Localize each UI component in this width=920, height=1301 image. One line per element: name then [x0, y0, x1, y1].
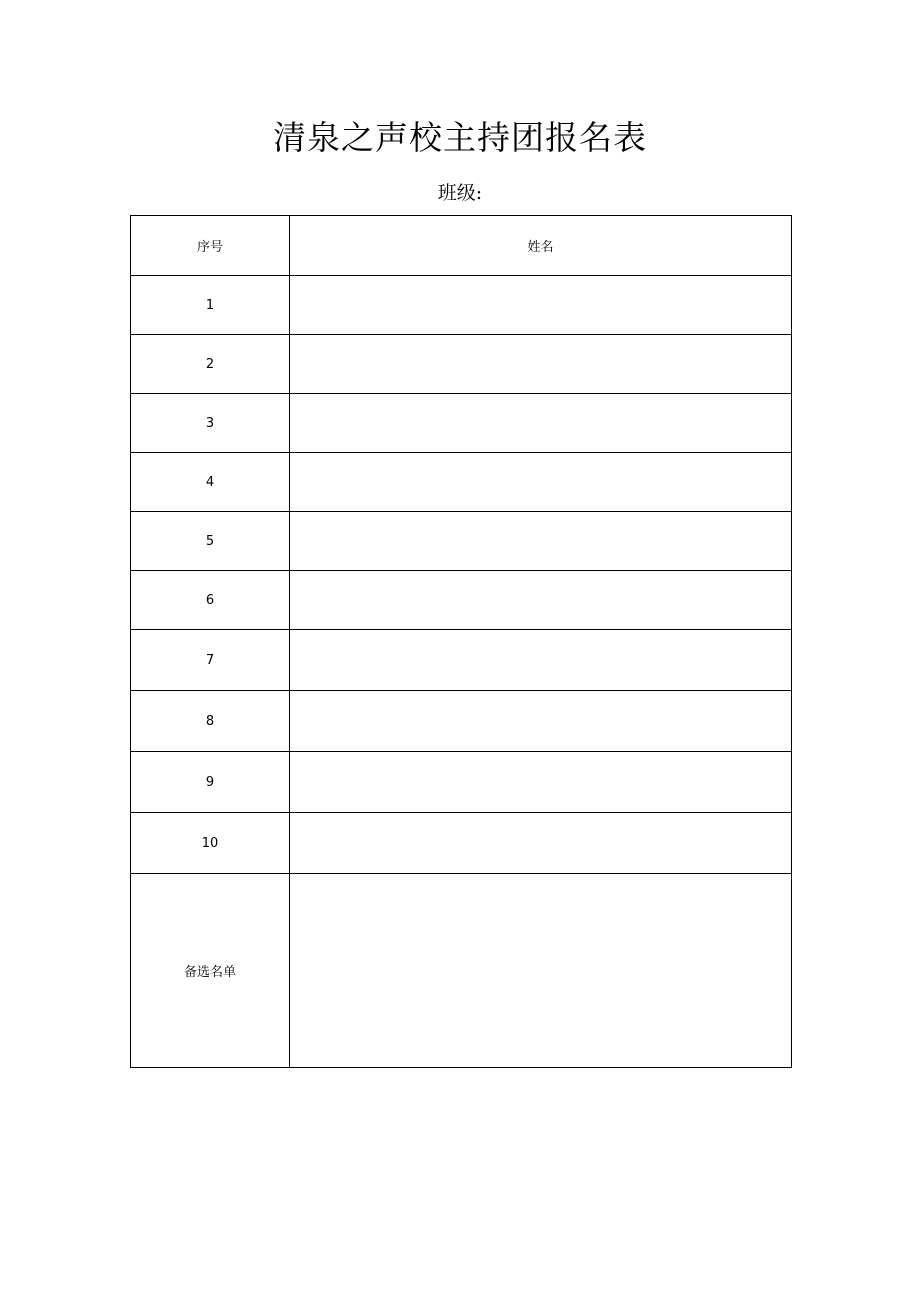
row-index: 1	[131, 276, 290, 335]
row-index: 8	[131, 691, 290, 752]
table-row	[131, 453, 792, 512]
header-index: 序号	[131, 216, 290, 276]
row-name-cell[interactable]	[290, 813, 792, 874]
table-row	[131, 571, 792, 630]
row-name-cell[interactable]	[290, 752, 792, 813]
page-title: 清泉之声校主持团报名表	[273, 118, 647, 157]
row-name-cell[interactable]	[290, 453, 792, 512]
row-index: 5	[131, 512, 290, 571]
table-row	[131, 394, 792, 453]
row-name-cell[interactable]	[290, 394, 792, 453]
table-row	[131, 752, 792, 813]
row-name-cell[interactable]	[290, 630, 792, 691]
table-row	[131, 512, 792, 571]
class-label: 班级:	[437, 182, 483, 204]
table-row	[131, 691, 792, 752]
row-name-cell[interactable]	[290, 276, 792, 335]
table-row	[131, 813, 792, 874]
row-index: 4	[131, 453, 290, 512]
alternates-label: 备选名单	[131, 874, 290, 1068]
row-index: 10	[131, 813, 290, 874]
table-row	[131, 335, 792, 394]
header-name: 姓名	[290, 216, 792, 276]
row-index: 2	[131, 335, 290, 394]
signup-table	[130, 215, 792, 1068]
row-index: 6	[131, 571, 290, 630]
row-name-cell[interactable]	[290, 691, 792, 752]
table-row	[131, 630, 792, 691]
alternates-row	[131, 874, 792, 1068]
row-name-cell[interactable]	[290, 335, 792, 394]
row-index: 9	[131, 752, 290, 813]
table-row	[131, 276, 792, 335]
table-header-row	[131, 216, 792, 276]
row-index: 3	[131, 394, 290, 453]
alternates-cell[interactable]	[290, 874, 792, 1068]
row-name-cell[interactable]	[290, 571, 792, 630]
row-index: 7	[131, 630, 290, 691]
row-name-cell[interactable]	[290, 512, 792, 571]
